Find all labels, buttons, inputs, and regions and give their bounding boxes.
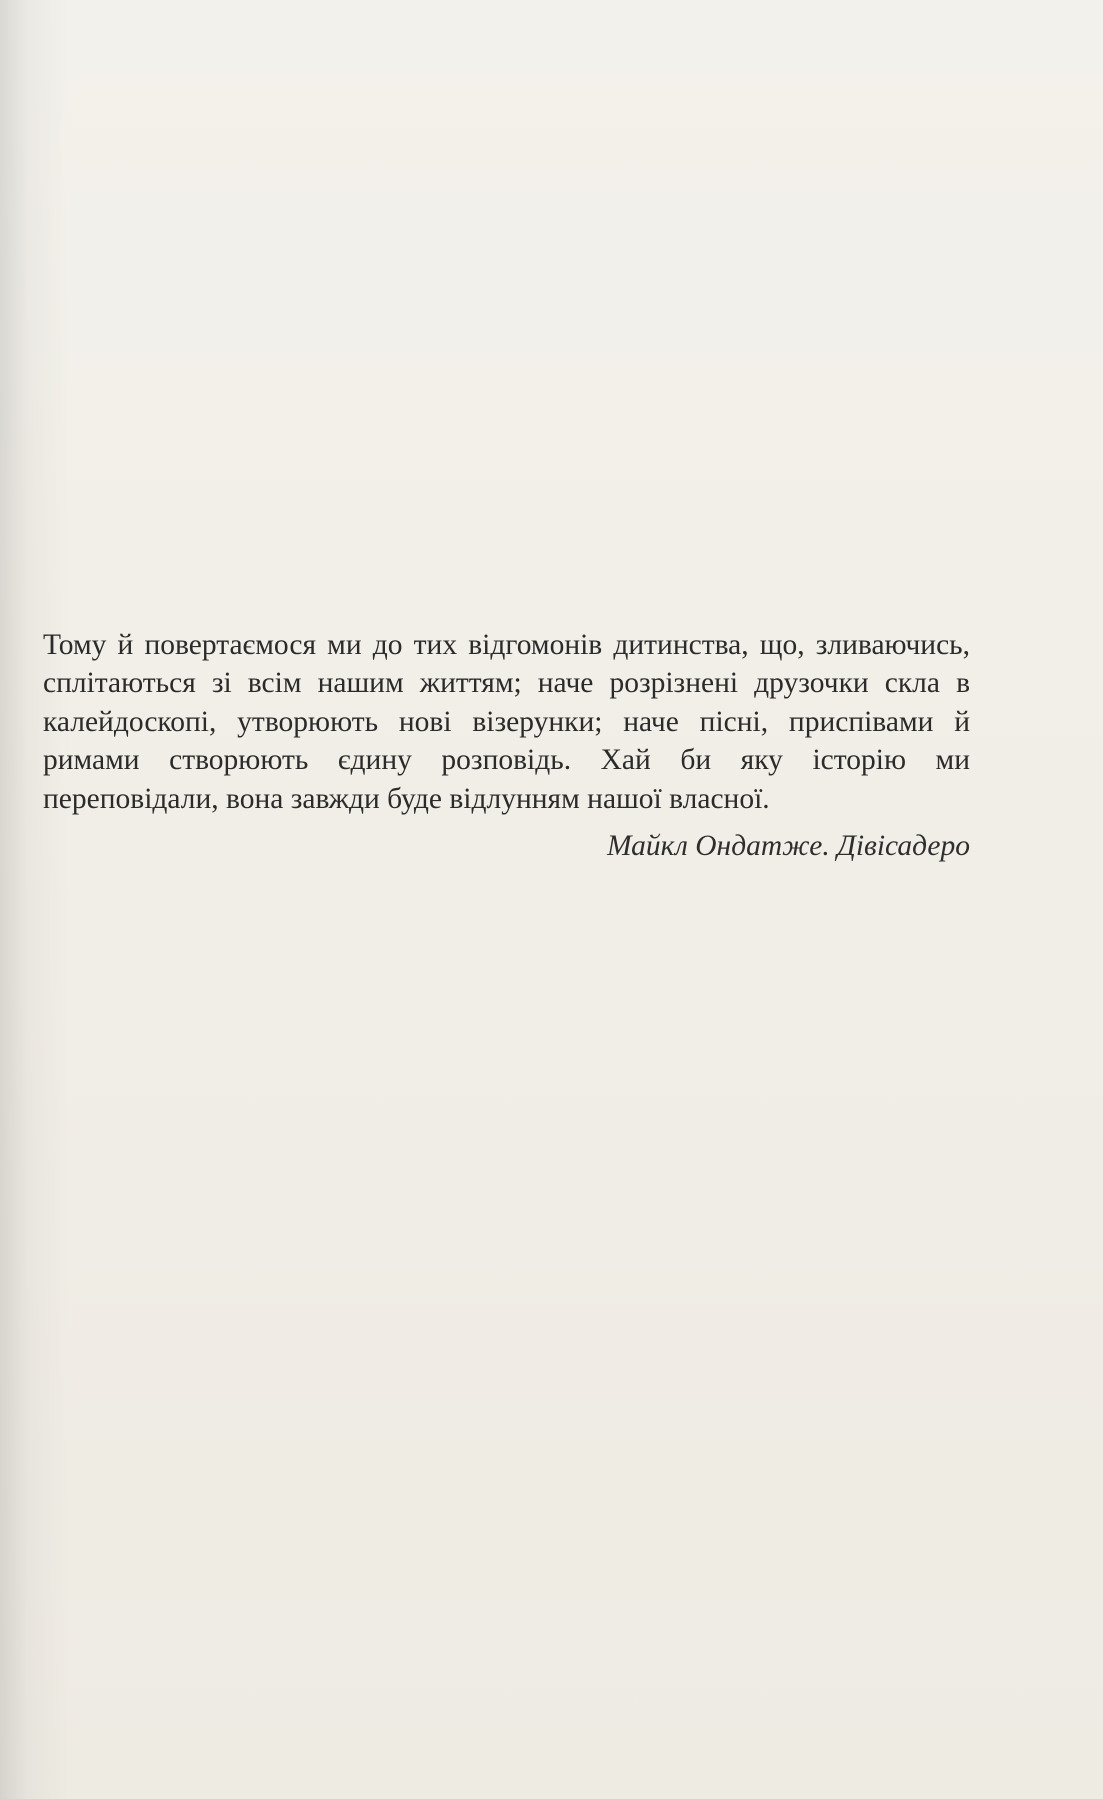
epigraph-attribution: Майкл Ондатже. Дівісадеро	[606, 830, 970, 863]
epigraph	[43, 626, 970, 864]
epigraph-text: Тому й повертаємося ми до тих відгомонів дитинства, що, зливаючись, сплітаються зі всім нашим життям; наче розрізнені друзочки скла в калейдоскопі, утворюють нові візерунки; наче пісні, приспівами й римами створюють єдину розповідь. Хай би яку історію ми переповідали, вона завжди буде відлунням нашої власної.	[43, 629, 970, 815]
